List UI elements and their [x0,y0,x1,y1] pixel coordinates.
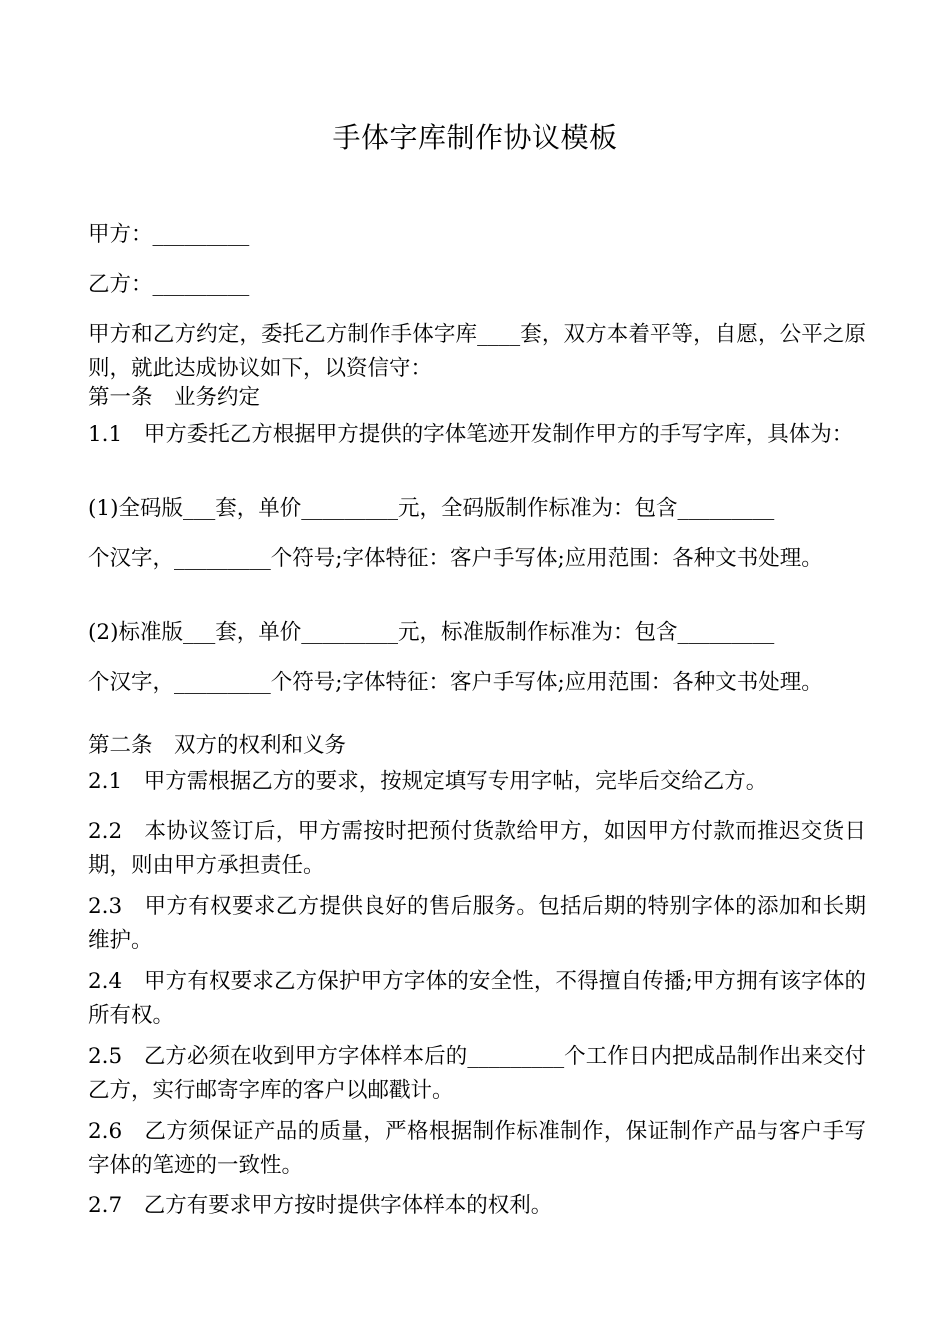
clause-2-6-text: 2.6 乙方须保证产品的质量，严格根据制作标准制作，保证制作产品与客户手写字体的笔迹的一致性。 [88,1119,866,1178]
article-1-heading [88,381,866,415]
clause-2-2 [88,815,866,883]
clause-2-6 [88,1115,866,1183]
item-2-line2-text: 个汉字，_________个符号;字体特征：客户手写体;应用范围：各种文书处理。 [88,670,823,695]
item-2-line1 [88,616,866,650]
clause-2-5 [88,1040,866,1108]
party-b-line [88,268,866,302]
clause-2-2-text: 2.2 本协议签订后，甲方需按时把预付货款给甲方，如因甲方付款而推迟交货日期，则由甲方承担责任。 [88,819,866,878]
item-1-line2-text: 个汉字，_________个符号;字体特征：客户手写体;应用范围：各种文书处理。 [88,546,823,571]
item-1-line1 [88,492,866,526]
item-1-line1-text: (1)全码版___套，单价_________元，全码版制作标准为：包含_________ [88,496,775,521]
item-2-line2 [88,666,866,700]
article-1-heading-text: 第一条 业务约定 [88,385,261,410]
clause-2-3-text: 2.3 甲方有权要求乙方提供良好的售后服务。包括后期的特别字体的添加和长期维护。 [88,894,866,953]
item-1-line2 [88,542,866,576]
clause-1-1-text: 1.1 甲方委托乙方根据甲方提供的字体笔迹开发制作甲方的手写字库，具体为： [88,422,854,447]
clause-2-5-text: 2.5 乙方必须在收到甲方字体样本后的_________个工作日内把成品制作出来交付乙方，实行邮寄字库的客户以邮戳计。 [88,1044,866,1103]
clause-2-3 [88,890,866,958]
clause-1-1 [88,418,866,452]
clause-2-4 [88,965,866,1033]
intro-paragraph [88,318,866,386]
document-title: 手体字库制作协议模板 [332,121,618,154]
clause-2-1 [88,765,866,799]
article-2-heading [88,729,866,763]
party-a-text: 甲方：_________ [88,222,250,247]
clause-2-4-text: 2.4 甲方有权要求乙方保护甲方字体的安全性，不得擅自传播;甲方拥有该字体的所有权。 [88,969,866,1028]
clause-2-7 [88,1189,866,1223]
clause-2-1-text: 2.1 甲方需根据乙方的要求，按规定填写专用字帖，完毕后交给乙方。 [88,769,768,794]
clause-2-7-text: 2.7 乙方有要求甲方按时提供字体样本的权利。 [88,1193,553,1218]
item-2-line1-text: (2)标准版___套，单价_________元，标准版制作标准为：包含_________ [88,620,775,645]
party-b-text: 乙方：_________ [88,272,250,297]
party-a-line [88,218,866,252]
intro-text: 甲方和乙方约定，委托乙方制作手体字库____套，双方本着平等，自愿，公平之原则，就此达成协议如下，以资信守： [88,322,866,381]
article-2-heading-text: 第二条 双方的权利和义务 [88,733,347,758]
